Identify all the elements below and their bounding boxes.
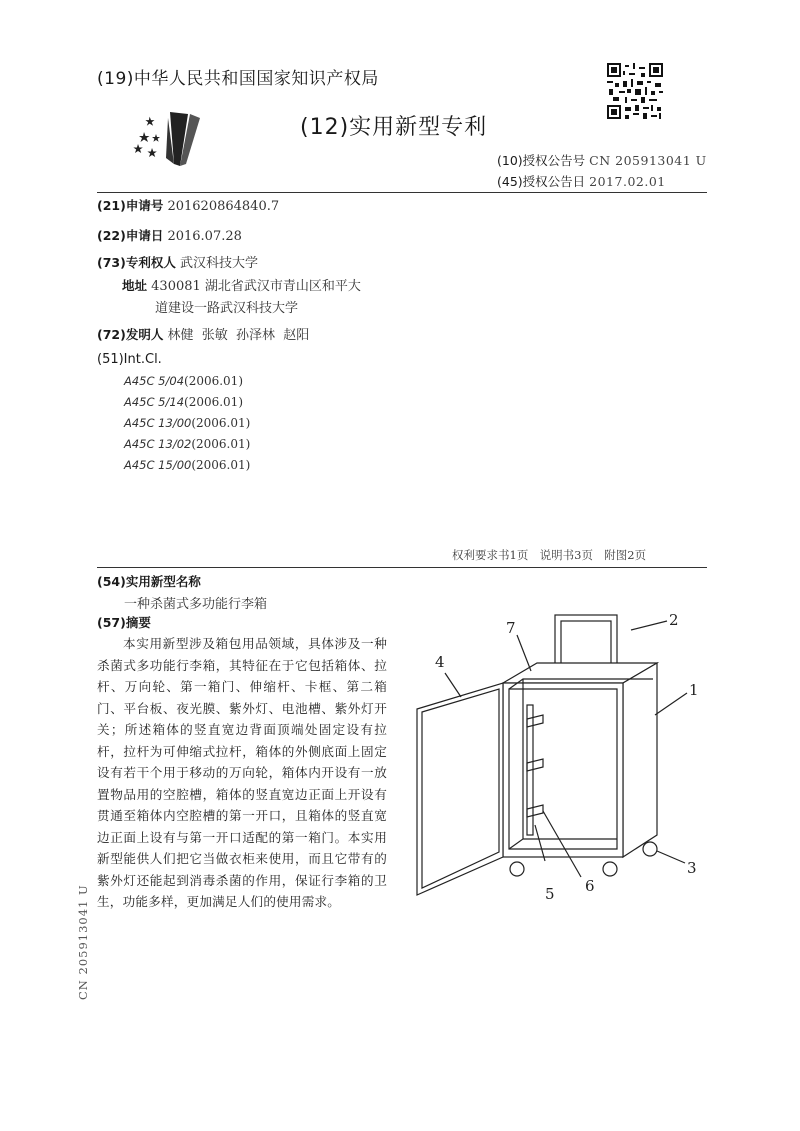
application-number-label: (21)申请号 [97,198,164,213]
filing-date-label: (22)申请日 [97,228,164,243]
address [122,275,361,294]
label-7: 7 [506,619,516,637]
filing-date-value: 2016.07.28 [167,229,242,244]
patentee-value: 武汉科技大学 [179,256,258,271]
publication-number-label: (10)授权公告号 [497,153,586,168]
application-number [97,196,279,214]
address-line-2: 道建设一路武汉科技大学 [155,301,299,316]
header-divider [97,192,707,193]
label-2: 2 [669,611,679,629]
label-5: 5 [545,885,555,903]
section-divider [97,567,707,568]
ipc-entry: A45C 5/14(2006.01) [124,395,244,409]
address-label: 地址 [122,278,148,293]
address-line-1: 430081 湖北省武汉市青山区和平大 [151,279,361,294]
publication-date-label: (45)授权公告日 [497,174,586,189]
label-1: 1 [689,681,699,699]
utility-model-title: 一种杀菌式多功能行李箱 [124,597,268,612]
cnipa-logo [130,104,215,172]
publication-number [497,151,707,169]
ipc-entry: A45C 15/00(2006.01) [124,458,251,472]
ipc-label: (51)Int.Cl. [97,352,162,367]
page-count-info: 权利要求书1页 说明书3页 附图2页 [452,548,647,562]
label-6: 6 [585,877,595,895]
abstract-label: (57)摘要 [97,615,151,630]
abstract-text: 本实用新型涉及箱包用品领域，具体涉及一种杀菌式多功能行李箱，其特征在于它包括箱体、拉杆、万向轮、第一箱门、伸缩杆、卡框、第二箱门、平台板、夜光膜、紫外灯、电池槽、紫外灯开关；所述箱体的竖直宽边背面顶端处固定设有拉杆，拉杆为可伸缩式拉杆，箱体的外侧底面上固定设有若干个用于移动的万向轮，箱体内开设有一放置物品用的空腔槽，箱体的竖直宽边正面上开设有贯通至箱体内空腔槽的第一开口，且箱体的竖直宽边正面上设有与第一开口适配的第一箱门。本实用新型能供人们把它当做衣柜来使用，而且它带有的紫外灯还能起到消毒杀菌的作用，保证行李箱的卫生，功能多样，更加满足人们的使用需求。 [97,636,387,909]
box-side [623,663,657,857]
document-type: (12)实用新型专利 [300,115,488,140]
publication-date [497,172,666,190]
side-publication-code: CN 205913041 U [76,884,90,1000]
utility-model-title-label: (54)实用新型名称 [97,574,201,589]
patentee [97,252,258,271]
ipc-entry: A45C 13/02(2006.01) [124,437,251,451]
label-4: 4 [435,653,445,671]
publication-date-value: 2017.02.01 [589,174,666,189]
inventors [97,324,309,343]
filing-date [97,226,242,244]
publication-number-value: CN 205913041 U [589,153,707,168]
inventors-label: (72)发明人 [97,327,164,342]
application-number-value: 201620864840.7 [167,199,280,214]
luggage-drawing [405,605,715,905]
label-3: 3 [687,859,697,877]
box-door [417,683,503,895]
office-name: (19)中华人民共和国国家知识产权局 [97,69,379,89]
patentee-label: (73)专利权人 [97,255,176,270]
ipc-entry: A45C 13/00(2006.01) [124,416,251,430]
ipc-entry: A45C 5/04(2006.01) [124,374,244,388]
qr-code [607,63,663,119]
inventors-value: 林健 张敏 孙泽林 赵阳 [167,328,310,343]
